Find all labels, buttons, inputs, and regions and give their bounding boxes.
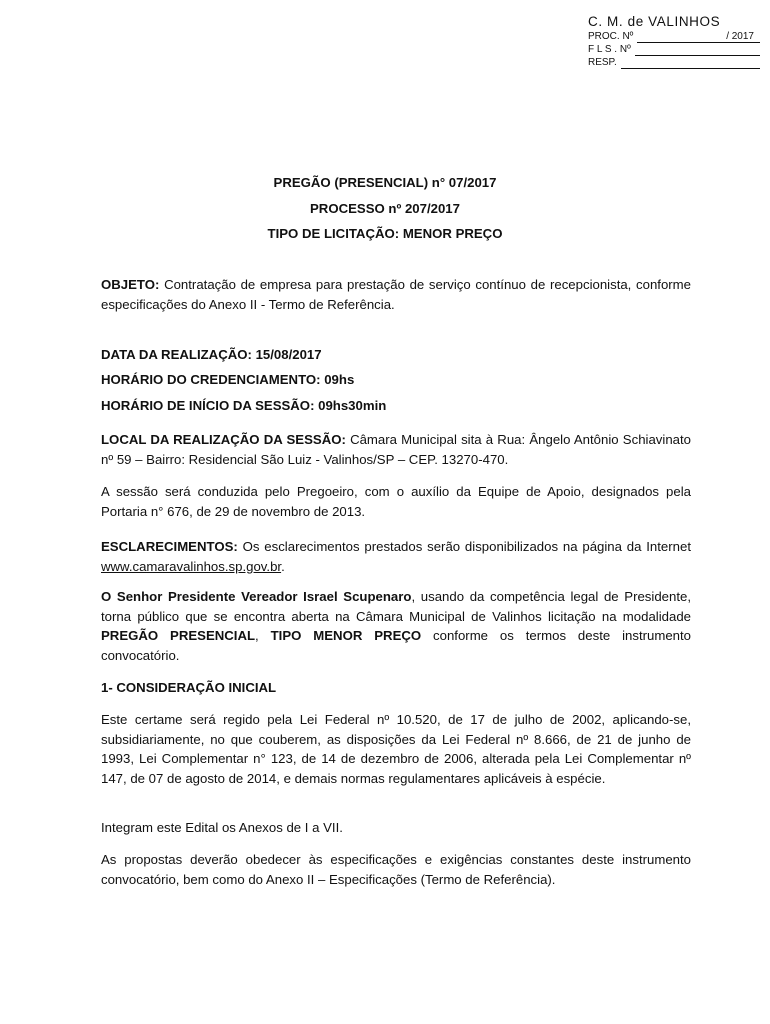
presidente-paragraph	[101, 587, 691, 665]
stamp-fls-row	[588, 43, 760, 56]
stamp-resp-line	[621, 58, 760, 69]
presidente-name: O Senhor Presidente Vereador Israel Scupenaro	[101, 589, 412, 604]
tipo-text: TIPO MENOR PREÇO	[270, 628, 422, 643]
section-paragraph-3: As propostas deverão obedecer às especificações e exigências constantes deste instrumento convocatório, bem como do Anexo II – Especificações (Termo de Referência).	[101, 852, 691, 887]
local-paragraph	[101, 430, 691, 469]
horario-inicio: HORÁRIO DE INÍCIO DA SESSÃO: 09hs30min	[101, 398, 387, 413]
local-label: LOCAL DA REALIZAÇÃO DA SESSÃO:	[101, 432, 346, 447]
esclarecimentos-paragraph	[101, 537, 691, 576]
section-paragraph-2: Integram este Edital os Anexos de I a VII.	[101, 820, 343, 835]
stamp-title: C. M. de VALINHOS	[588, 14, 721, 29]
modalidade-text: PREGÃO PRESENCIAL	[101, 628, 256, 643]
presidente-sep: ,	[255, 628, 271, 643]
stamp-proc-value: / 2017	[637, 32, 760, 43]
data-realizacao: DATA DA REALIZAÇÃO: 15/08/2017	[101, 347, 322, 362]
esclarecimentos-end: .	[281, 558, 285, 574]
stamp-proc-label: PROC. Nº	[588, 31, 634, 42]
esclarecimentos-text: Os esclarecimentos prestados serão disponibilizados na página da Internet	[237, 539, 691, 554]
stamp-resp-row	[588, 56, 760, 69]
section-paragraph-1: Este certame será regido pela Lei Federal nº 10.520, de 17 de julho de 2002, aplicando-se, subsidiariamente, no que couberem, as disposições da Lei Federal nº 8.666, de 21 de junho de 1993, Lei Complementar n° 123, de 14 de dezembro de 2006, alterada pela Lei Complementar nº 147, de 07 de agosto de 2014, e demais normas regulamentares aplicáveis à espécie.	[101, 712, 691, 786]
protocol-stamp	[588, 14, 760, 69]
local-text: Câmara Municipal sita à Rua: Ângelo Antônio Schiavinato nº 59 – Bairro: Residencial São Luiz - Valinhos/SP – CEP. 13270-470.	[101, 432, 691, 467]
stamp-fls-line	[635, 45, 760, 56]
esclarecimentos-label: ESCLARECIMENTOS:	[101, 539, 238, 554]
website-link[interactable]: www.camaravalinhos.sp.gov.br	[101, 558, 282, 574]
title-pregao: PREGÃO (PRESENCIAL) n° 07/2017	[273, 175, 497, 190]
stamp-proc-row	[588, 30, 760, 43]
objeto-label: OBJETO:	[101, 277, 160, 292]
stamp-fls-label: F L S . Nº	[588, 44, 631, 55]
title-processo: PROCESSO nº 207/2017	[310, 201, 460, 216]
sessao-paragraph: A sessão será conduzida pelo Pregoeiro, com o auxílio da Equipe de Apoio, designados pela Portaria n° 676, de 29 de novembro de 2013.	[101, 484, 691, 519]
section-heading: 1- CONSIDERAÇÃO INICIAL	[101, 680, 277, 695]
presidente-text2: conforme os termos deste instrumento convocatório.	[101, 628, 691, 663]
title-tipo: TIPO DE LICITAÇÃO: MENOR PREÇO	[267, 226, 503, 241]
horario-credenciamento: HORÁRIO DO CREDENCIAMENTO: 09hs	[101, 372, 355, 387]
objeto-text: Contratação de empresa para prestação de serviço contínuo de recepcionista, conforme especificações do Anexo II - Termo de Referência.	[101, 277, 691, 312]
objeto-paragraph	[101, 275, 691, 314]
stamp-resp-label: RESP.	[588, 57, 617, 68]
presidente-text1: , usando da competência legal de Presidente, torna público que se encontra aberta na Câmara Municipal de Valinhos licitação na modalidade	[101, 589, 691, 624]
